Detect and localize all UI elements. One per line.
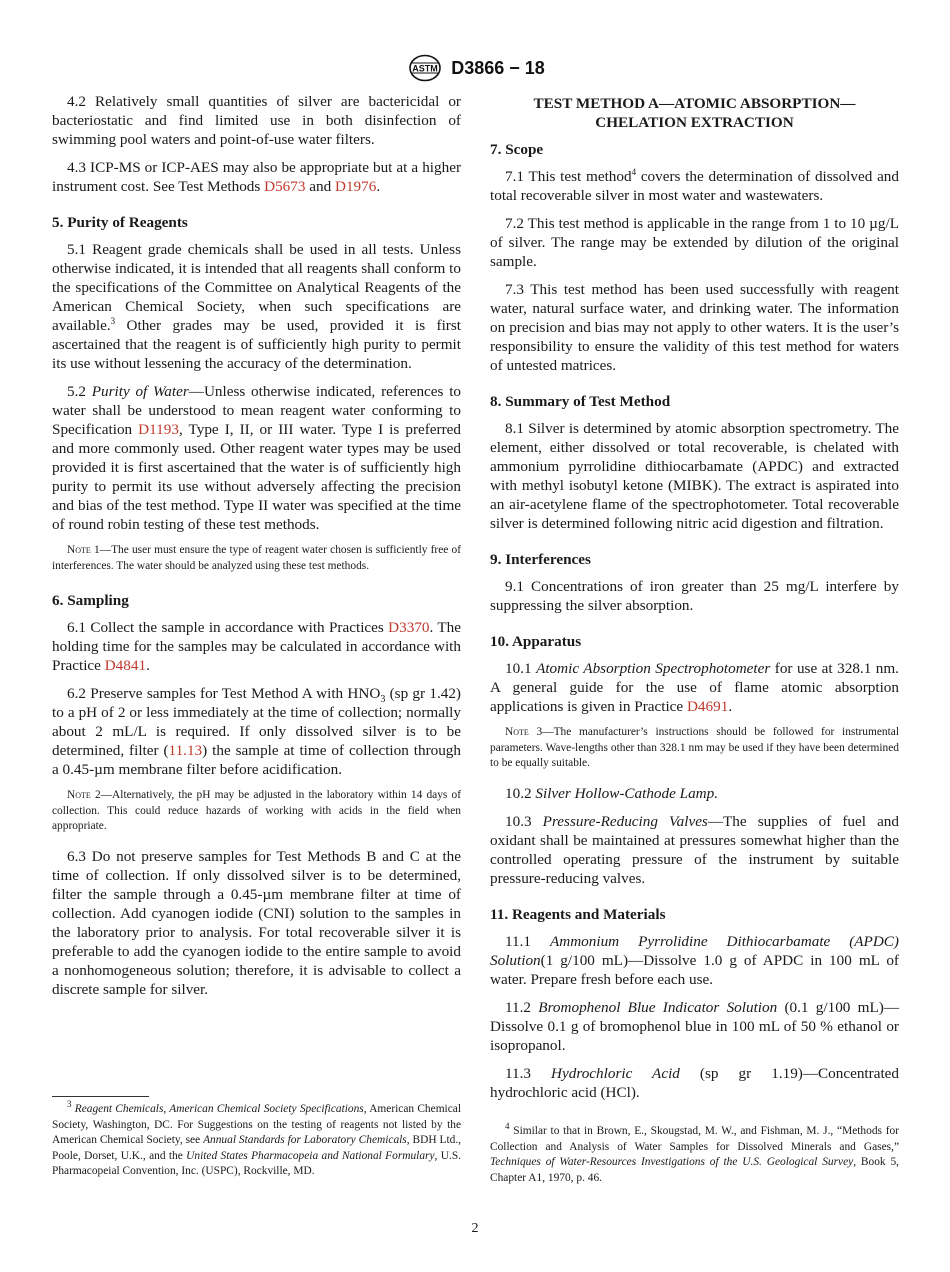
note-1: Note 1—The user must ensure the type of reagent water chosen is sufficiently free of interferences. The water should be analyzed using these test methods. [52, 544, 461, 572]
para-11-3: 11.3 Hydrochloric Acid (sp gr 1.19)—Concentrated hydrochloric acid (HCl). [490, 1064, 899, 1101]
para-11-2: 11.2 Bromophenol Blue Indicator Solution (0.1 g/100 mL)—Dissolve 0.1 g of bromophenol blue in 100 mL of 50 % ethanol or isopropanol. [490, 998, 900, 1054]
para-10-1: 10.1 Atomic Absorption Spectrophotometer for use at 328.1 nm. A general guide for the use of flame atomic absorption applications is given in Practice D4691. [490, 660, 899, 715]
heading-purity-of-reagents: 5. Purity of Reagents [52, 214, 188, 231]
para-10-2: 10.2 Silver Hollow-Cathode Lamp. [505, 784, 719, 802]
para-5-2: 5.2 Purity of Water—Unless otherwise indicated, references to water shall be understood to mean reagent water conforming to Specification D1193, Type I, II, or III water. Type I is preferred and more commonly used. Other reagent water types may be used provided it is first ascertained that the water is of sufficiently high purity to permit its use without adversely affecting the precision and bias of the test method. Type II water was specified at the time of round robin testing of these test methods. [52, 383, 462, 533]
footnote-ref-3[interactable]: 3 [110, 315, 116, 326]
svg-text:ASTM: ASTM [412, 63, 438, 74]
heading-apparatus: 10. Apparatus [490, 633, 582, 650]
left-column [52, 92, 461, 1008]
para-6-3: 6.3 Do not preserve samples for Test Methods B and C at the time of collection. If only dissolved silver is to be determined, filter the sample through a 0.45-µm membrane filter at time of collection. Add cyanogen iodide (CNI) solution to the samples in the laboratory prior to analysis. For total recoverable silver it is preferable to add the cyanogen iodide to the entire sample to avoid a nonhomogeneous solution; therefore, it is advisable to collect a discrete sample for silver. [52, 847, 461, 998]
para-7-2: 7.2 This test method is applicable in the range from 1 to 10 µg/L of silver. The range may be extended by dilution of the original sample. [490, 215, 899, 270]
note-2: Note 2—Alternatively, the pH may be adjusted in the laboratory within 14 days of collection. This could reduce hazards of working with acids in the field when appropriate. [52, 789, 461, 832]
heading-scope: 7. Scope [490, 141, 544, 158]
para-8-1: 8.1 Silver is determined by atomic absorption spectrometry. The element, either dissolved or total recoverable, is chelated with ammonium pyrrolidine dithiocarbamate (APDC) and extracted with methyl isobutyl ketone (MIBK). The extract is aspirated into an air-acetylene flame of the spectrophotometer. Total recoverable silver is determined following nitric acid digestion and filtration. [490, 420, 899, 532]
note-3: Note 3—The manufacturer’s instructions should be followed for instrumental parameters. Wave-lengths other than 328.1 nm may be used if they have been determined to be equally suitable. [490, 726, 899, 769]
standard-designation: D3866 − 18 [451, 57, 545, 78]
link-d4691[interactable]: D4691 [686, 698, 729, 715]
heading-summary: 8. Summary of Test Method [490, 393, 671, 410]
para-7-1: 7.1 This test method$^4$ covers the determination of dissolved and total recoverable silver in most water and wastewaters. [490, 166, 899, 204]
footnote-ref-4[interactable]: 4 [631, 166, 637, 177]
heading-sampling: 6. Sampling [52, 592, 129, 609]
heading-reagents-materials: 11. Reagents and Materials [490, 905, 666, 923]
link-11-13[interactable]: 11.13 [168, 742, 203, 759]
test-method-a-title: TEST METHOD A—ATOMIC ABSORPTION— CHELATION EXTRACTION [533, 95, 856, 131]
right-column [490, 92, 899, 1111]
page-number: 2 [471, 1221, 479, 1236]
link-d1976[interactable]: D1976 [334, 178, 377, 195]
para-6-1: 6.1 Collect the sample in accordance with Practices D3370. The holding time for the samples may be calculated in accordance with Practice D4841. [52, 619, 462, 674]
footnote-rule [52, 1096, 149, 1097]
page-header [0, 54, 950, 84]
astm-logo-icon [405, 54, 445, 82]
para-11-1: 11.1 Ammonium Pyrrolidine Dithiocarbamate (APDC) Solution(1 g/100 mL)—Dissolve 1.0 g of APDC in 100 mL of water. Prepare fresh before each use. [490, 932, 899, 988]
heading-interferences: 9. Interferences [490, 551, 591, 568]
para-6-2: 6.2 Preserve samples for Test Method A with $HNO_3$ (sp gr 1.42) to a pH of 2 or less immediately at the time of collection; normally about 2 mL/L is required. If only dissolved silver is to be determined, filter (11.13) the sample at time of collection through a 0.45-µm membrane filter before acidification. [52, 685, 461, 778]
para-4-2: 4.2 Relatively small quantities of silver are bactericidal or bacteriostatic and find limited use in both disinfection of swimming pool waters and point-of-use water filters. [52, 93, 461, 148]
footnote-4: $^4$ Similar to that in Brown, E., Skougstad, M. W., and Fishman, M. J., “Methods for Collection and Analysis of Water Samples for Dissolved Minerals and Gases,” Techniques of Water-Resources Investigations of the U.S. Geological Survey, Book 5, Chapter A1, 1970, p. 46. [490, 1121, 899, 1184]
link-d1193[interactable]: D1193 [138, 421, 179, 438]
para-10-3: 10.3 Pressure-Reducing Valves—The supplies of fuel and oxidant shall be maintained at pressures somewhat higher than the controlled operating pressure of the instrument by suitable pressure-reducing valves. [490, 812, 899, 887]
link-d4841[interactable]: D4841 [104, 657, 147, 674]
para-5-1: 5.1 Reagent grade chemicals shall be used in all tests. Unless otherwise indicated, it is intended that all reagents shall conform to the specifications of the Committee on Analytical Reagents of the American Chemical Society, when such specifications are available.$^3$ Other grades may be used, provided it is first ascertained that the reagent is of sufficiently high purity to permit its use without lessening the accuracy of the determination. [52, 241, 461, 372]
link-d3370[interactable]: D3370 [388, 619, 430, 636]
link-d5673[interactable]: D5673 [264, 178, 306, 195]
footnote-3: $^3$ Reagent Chemicals, American Chemical Society Specifications, American Chemical Society, Washington, DC. For Suggestions on the testing of reagents not listed by the American Chemical Society, see Annual Standards for Laboratory Chemicals, BDH Ltd., Poole, Dorset, U.K., and the United States Pharmacopeia and National Formulary, U.S. Pharmacopeial Convention, Inc. (USPC), Rockville, MD. [52, 1096, 461, 1180]
para-7-3: 7.3 This test method has been used successfully with reagent water, natural surface water, and drinking water. The information on precision and bias may not apply to other waters. It is the user’s responsibility to ensure the validity of this test method for waters of untested matrices. [490, 281, 899, 374]
para-9-1: 9.1 Concentrations of iron greater than 25 mg/L interfere by suppressing the silver absorption. [490, 578, 899, 614]
para-4-3: 4.3 ICP-MS or ICP-AES may also be appropriate but at a higher instrument cost. See Test Methods D5673 and D1976. [52, 159, 461, 195]
